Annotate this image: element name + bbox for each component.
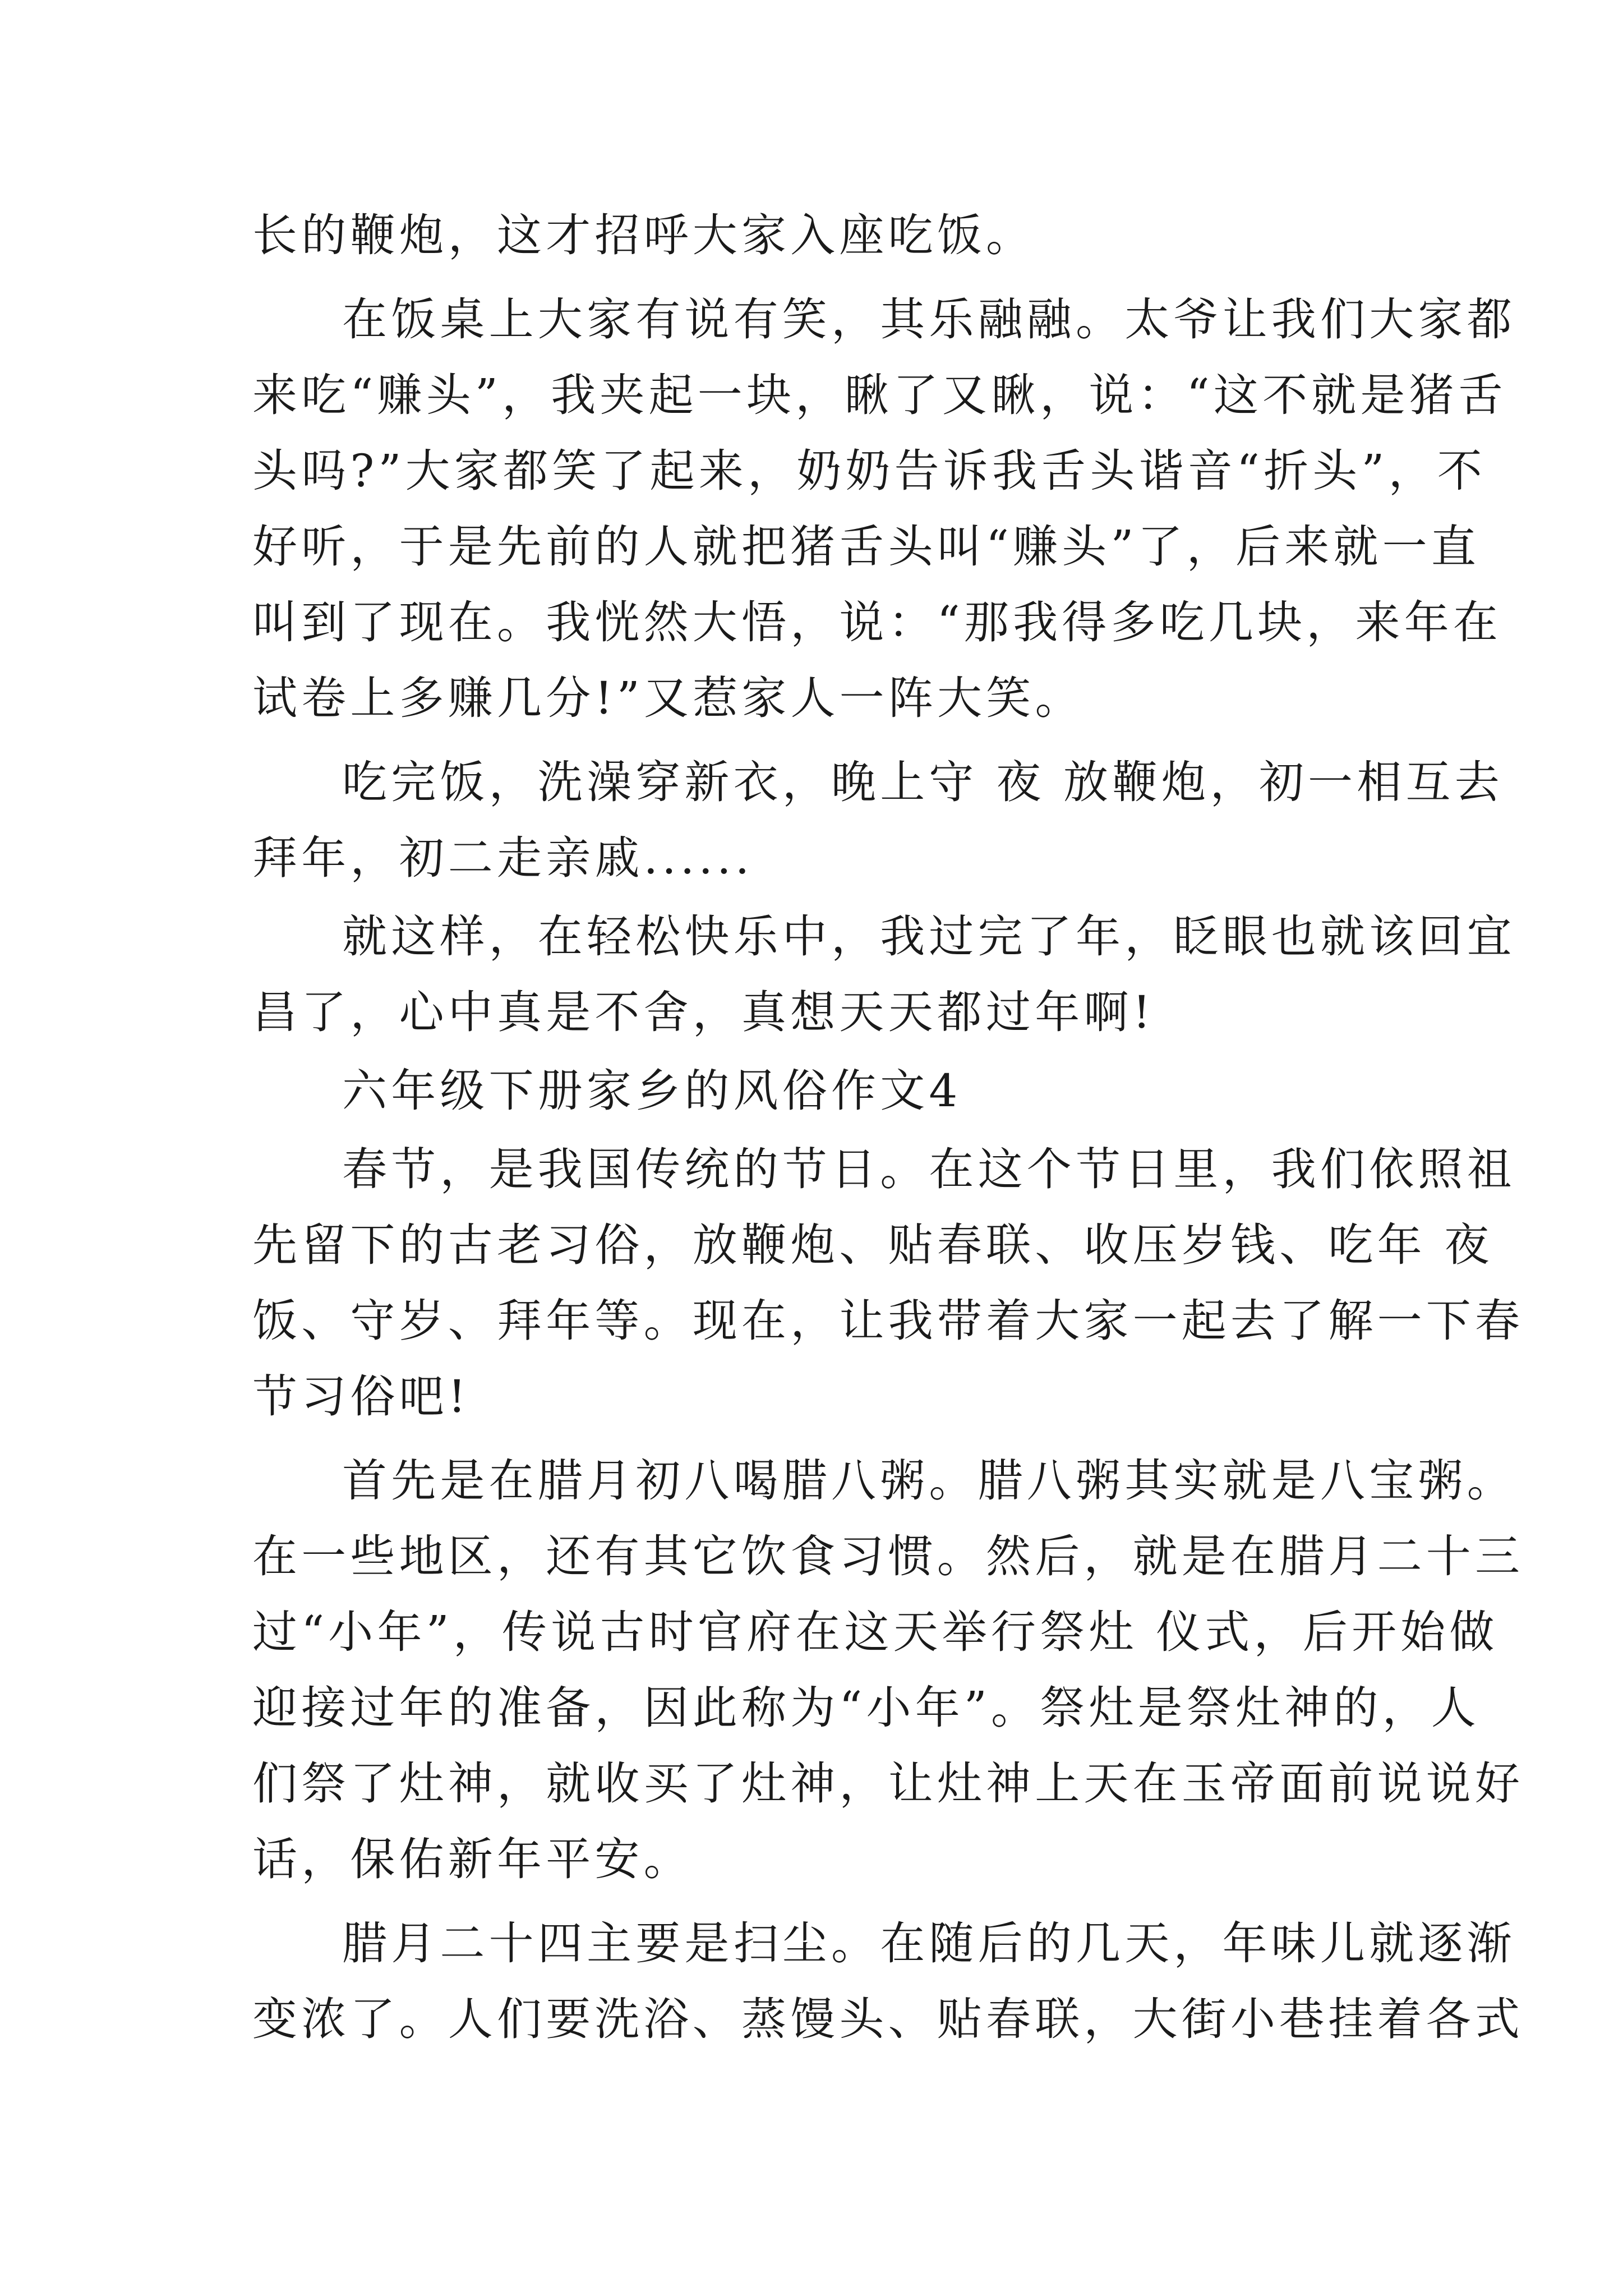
section-heading: 六年级下册家乡的风俗作文4: [342, 1065, 962, 1117]
text-line: 先留下的古老习俗，放鞭炮、贴春联、收压岁钱、吃年 夜: [252, 1219, 1493, 1271]
text-line: 迎接过年的准备，因此称为“小年”。祭灶是祭灶神的，人: [252, 1682, 1480, 1734]
text-line: 变浓了。人们要洗浴、蒸馒头、贴春联，大街小巷挂着各式: [252, 1993, 1524, 2045]
text-line: 来吃“赚头”，我夹起一块，瞅了又瞅，说：“这不就是猪舌: [252, 369, 1507, 421]
text-line: 在一些地区，还有其它饮食习惯。然后，就是在腊月二十三: [252, 1530, 1524, 1582]
paragraph-first-line: 首先是在腊月初八喝腊八粥。腊八粥其实就是八宝粥。: [342, 1455, 1516, 1507]
text-line: 昌了，心中真是不舍，真想天天都过年啊!: [252, 986, 1155, 1038]
text-line: 头吗?”大家都笑了起来，奶奶告诉我舌头谐音“折头”，不: [252, 445, 1486, 497]
text-line: 节习俗吧!: [252, 1370, 471, 1423]
text-line: 过“小年”，传说古时官府在这天举行祭灶 仪式，后开始做: [252, 1606, 1498, 1658]
text-line: 叫到了现在。我恍然大悟，说：“那我得多吃几块，来年在: [252, 596, 1502, 648]
paragraph-first-line: 腊月二十四主要是扫尘。在随后的几天，年味儿就逐渐: [342, 1917, 1516, 1970]
text-line: 好听，于是先前的人就把猪舌头叫“赚头”了，后来就一直: [252, 521, 1480, 573]
paragraph-first-line: 就这样，在轻松快乐中，我过完了年，眨眼也就该回宜: [342, 910, 1516, 963]
text-line: 试卷上多赚几分!”又惹家人一阵大笑。: [252, 672, 1084, 724]
text-line: 长的鞭炮，这才招呼大家入座吃饭。: [252, 209, 1035, 261]
text-line: 拜年，初二走亲戚......: [252, 832, 754, 884]
text-line: 饭、守岁、拜年等。现在，让我带着大家一起去了解一下春: [252, 1295, 1524, 1347]
text-line: 话，保佑新年平安。: [252, 1833, 693, 1885]
paragraph-first-line: 吃完饭，洗澡穿新衣，晚上守 夜 放鞭炮，初一相互去: [342, 756, 1504, 808]
text-line: 们祭了灶神，就收买了灶神，让灶神上天在玉帝面前说说好: [252, 1757, 1524, 1810]
paragraph-first-line: 春节，是我国传统的节日。在这个节日里，我们依照祖: [342, 1143, 1516, 1195]
paragraph-first-line: 在饭桌上大家有说有笑，其乐融融。太爷让我们大家都: [342, 293, 1516, 346]
